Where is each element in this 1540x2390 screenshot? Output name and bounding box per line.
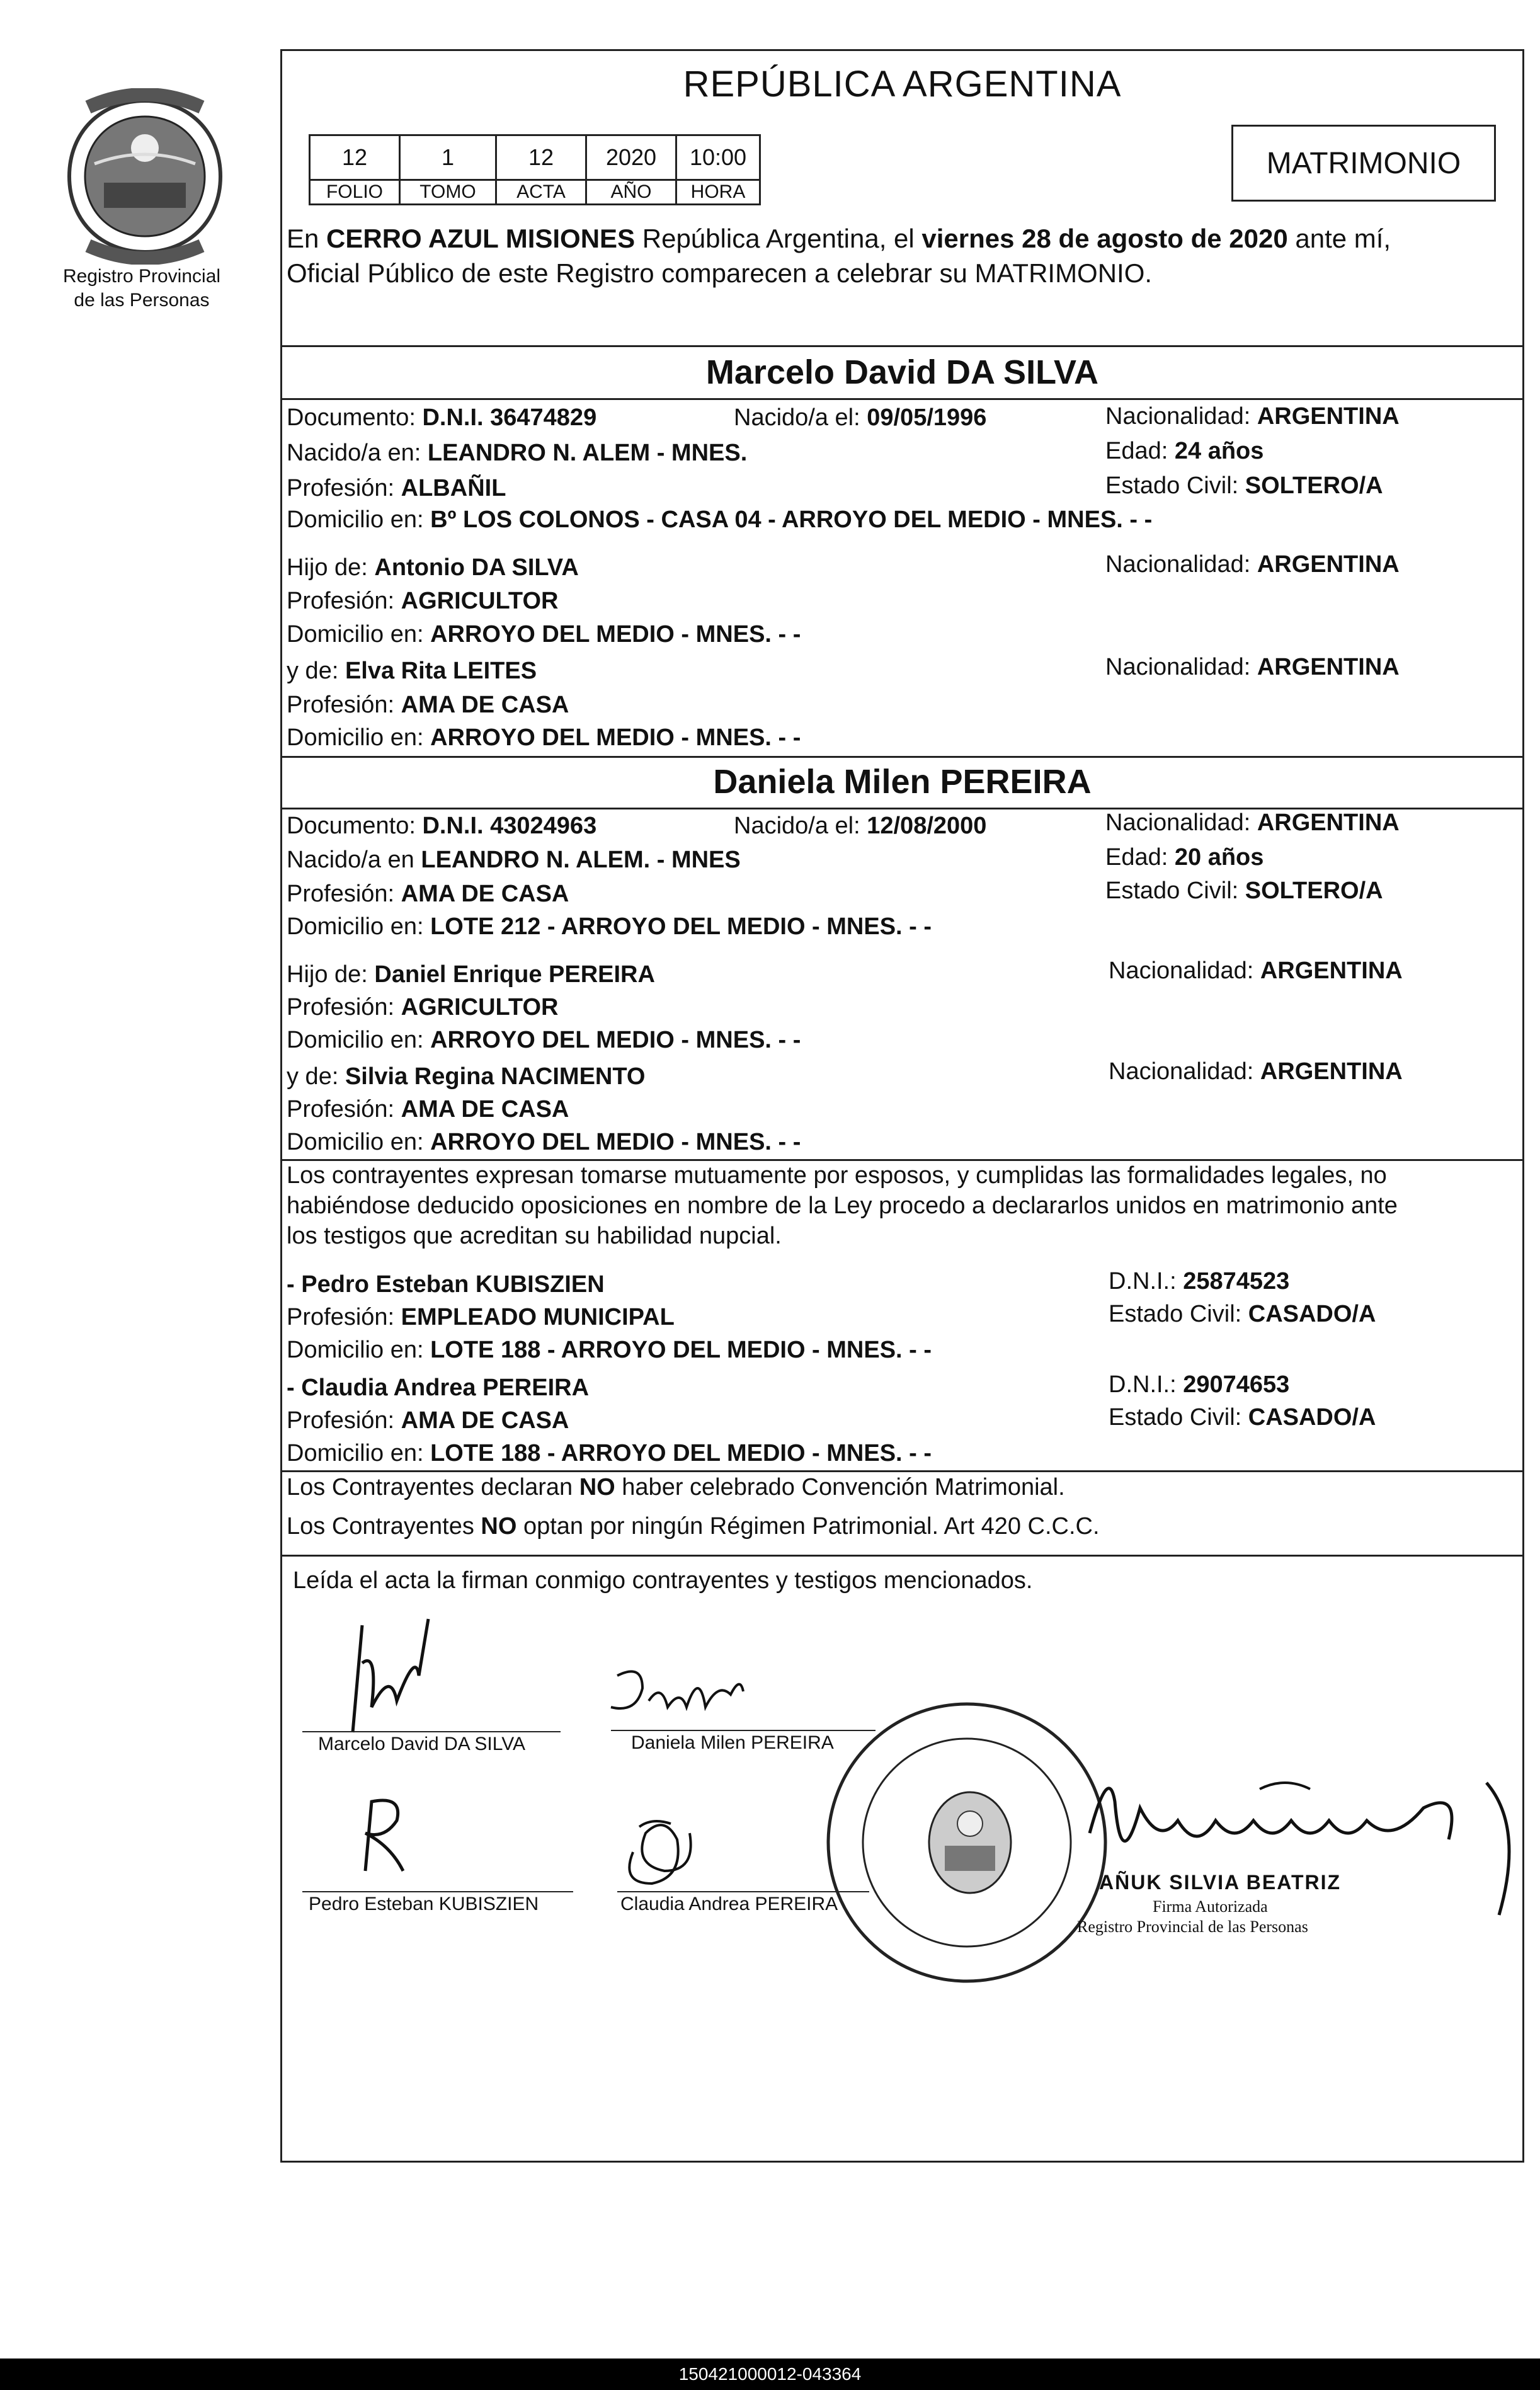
spouse1-nationality: Nacionalidad: ARGENTINA	[1105, 403, 1400, 430]
signature-official-icon	[1071, 1751, 1524, 1940]
divider	[280, 756, 1524, 758]
spouse2-civil-status: Estado Civil: SOLTERO/A	[1105, 878, 1383, 904]
signature-line	[302, 1731, 561, 1732]
signature-label-4: Claudia Andrea PEREIRA	[620, 1894, 838, 1914]
spouse1-father-address: Domicilio en: ARROYO DEL MEDIO - MNES. - -	[287, 621, 801, 648]
spouse2-mother-address: Domicilio en: ARROYO DEL MEDIO - MNES. - -	[287, 1129, 801, 1155]
province-logo	[50, 88, 239, 265]
signature-label-2: Daniela Milen PEREIRA	[631, 1732, 834, 1753]
spouse2-mother-profession: Profesión: AMA DE CASA	[287, 1096, 569, 1123]
official-registry: Registro Provincial de las Personas	[1077, 1918, 1308, 1936]
spouse2-name: Daniela Milen PEREIRA	[713, 763, 1092, 801]
divider	[280, 1159, 1524, 1161]
intro-line-1: En CERRO AZUL MISIONES República Argentina, el viernes 28 de agosto de 2020 ante mí,	[287, 224, 1391, 253]
spouse2-father-profession: Profesión: AGRICULTOR	[287, 994, 559, 1021]
official-title: Firma Autorizada	[1153, 1897, 1268, 1916]
divider	[280, 398, 1524, 400]
spouse2-father-nationality: Nacionalidad: ARGENTINA	[1109, 958, 1403, 984]
signature-label-1: Marcelo David DA SILVA	[318, 1734, 526, 1754]
hour-label: HORA	[676, 180, 760, 205]
declaration-line-3: los testigos que acreditan su habilidad nupcial.	[287, 1223, 782, 1249]
divider	[280, 345, 1524, 347]
convention-line-1: Los Contrayentes declaran NO haber celebrado Convención Matrimonial.	[287, 1474, 1065, 1501]
document-barcode-number: 150421000012-043364	[0, 2359, 1540, 2390]
record-header-table	[309, 134, 761, 205]
hour-value: 10:00	[676, 135, 760, 180]
spouse2-address: Domicilio en: LOTE 212 - ARROYO DEL MEDIO - MNES. - -	[287, 913, 932, 940]
signature-witness2-icon	[614, 1814, 715, 1902]
spouse1-mother-address: Domicilio en: ARROYO DEL MEDIO - MNES. - -	[287, 724, 801, 751]
witness1-name: - Pedro Esteban KUBISZIEN	[287, 1271, 605, 1298]
divider	[280, 1470, 1524, 1472]
document-title: REPÚBLICA ARGENTINA	[683, 64, 1122, 105]
witness1-dni: D.N.I.: 25874523	[1109, 1268, 1290, 1295]
record-type-box: MATRIMONIO	[1231, 125, 1496, 202]
misiones-seal-icon	[50, 88, 239, 265]
spouse1-mother-nationality: Nacionalidad: ARGENTINA	[1105, 654, 1400, 680]
caption-line-2: de las Personas	[74, 290, 210, 311]
spouse1-father-profession: Profesión: AGRICULTOR	[287, 588, 559, 614]
witness1-address: Domicilio en: LOTE 188 - ARROYO DEL MEDIO - MNES. - -	[287, 1337, 932, 1363]
year-label: AÑO	[586, 180, 676, 205]
spouse2-nationality: Nacionalidad: ARGENTINA	[1105, 809, 1400, 836]
witness2-name: - Claudia Andrea PEREIRA	[287, 1375, 590, 1401]
spouse1-profession: Profesión: ALBAÑIL	[287, 475, 506, 501]
spouse2-mother-nationality: Nacionalidad: ARGENTINA	[1109, 1058, 1403, 1085]
declaration-line-2: habiéndose deducido oposiciones en nombre de la Ley procedo a declararlos unidos en matrimonio ante	[287, 1192, 1398, 1219]
spouse2-father: Hijo de: Daniel Enrique PEREIRA	[287, 961, 655, 988]
spouse1-age: Edad: 24 años	[1105, 438, 1264, 464]
spouse1-father-nationality: Nacionalidad: ARGENTINA	[1105, 551, 1400, 578]
witness1-civil-status: Estado Civil: CASADO/A	[1109, 1301, 1376, 1327]
folio-label: FOLIO	[310, 180, 400, 205]
year-value: 2020	[586, 135, 676, 180]
official-name: AÑUK SILVIA BEATRIZ	[1099, 1871, 1342, 1894]
spouse1-father: Hijo de: Antonio DA SILVA	[287, 554, 579, 581]
signature-spouse1-icon	[302, 1613, 466, 1739]
witness2-dni: D.N.I.: 29074653	[1109, 1371, 1290, 1398]
witness2-profession: Profesión: AMA DE CASA	[287, 1407, 569, 1434]
spouse1-birthplace: Nacido/a en: LEANDRO N. ALEM - MNES.	[287, 440, 748, 466]
spouse2-birthplace: Nacido/a en LEANDRO N. ALEM. - MNES	[287, 847, 741, 873]
logo-caption	[38, 265, 246, 312]
witness2-civil-status: Estado Civil: CASADO/A	[1109, 1404, 1376, 1431]
tomo-value: 1	[400, 135, 496, 180]
spouse1-birthdate: Nacido/a el: 09/05/1996	[734, 404, 987, 431]
spouse1-name: Marcelo David DA SILVA	[705, 353, 1099, 391]
signature-line	[302, 1891, 573, 1892]
caption-line-1: Registro Provincial	[62, 266, 221, 287]
spouse2-age: Edad: 20 años	[1105, 844, 1264, 871]
signature-label-3: Pedro Esteban KUBISZIEN	[309, 1894, 539, 1914]
witness2-address: Domicilio en: LOTE 188 - ARROYO DEL MEDIO - MNES. - -	[287, 1440, 932, 1467]
spouse2-profession: Profesión: AMA DE CASA	[287, 881, 569, 907]
spouse1-mother-profession: Profesión: AMA DE CASA	[287, 692, 569, 718]
declaration-line-1: Los contrayentes expresan tomarse mutuamente por esposos, y cumplidas las formalidades legales, no	[287, 1162, 1387, 1189]
spouse2-document: Documento: D.N.I. 43024963	[287, 813, 597, 839]
folio-value: 12	[310, 135, 400, 180]
tomo-label: TOMO	[400, 180, 496, 205]
witness1-profession: Profesión: EMPLEADO MUNICIPAL	[287, 1304, 675, 1330]
signature-spouse2-icon	[605, 1663, 768, 1732]
acta-value: 12	[496, 135, 586, 180]
signature-witness1-icon	[353, 1789, 416, 1877]
spouse2-birthdate: Nacido/a el: 12/08/2000	[734, 813, 987, 839]
acta-label: ACTA	[496, 180, 586, 205]
closing-text: Leída el acta la firman conmigo contrayentes y testigos mencionados.	[293, 1567, 1033, 1594]
intro-line-2: Oficial Público de este Registro comparecen a celebrar su MATRIMONIO.	[287, 258, 1153, 288]
spouse1-civil-status: Estado Civil: SOLTERO/A	[1105, 472, 1383, 499]
spouse1-mother: y de: Elva Rita LEITES	[287, 658, 537, 684]
divider	[280, 1555, 1524, 1557]
spouse2-father-address: Domicilio en: ARROYO DEL MEDIO - MNES. - -	[287, 1027, 801, 1053]
spouse1-address: Domicilio en: Bº LOS COLONOS - CASA 04 - ARROYO DEL MEDIO - MNES. - -	[287, 506, 1153, 533]
convention-line-2: Los Contrayentes NO optan por ningún Régimen Patrimonial. Art 420 C.C.C.	[287, 1513, 1100, 1540]
spouse2-mother: y de: Silvia Regina NACIMENTO	[287, 1063, 646, 1090]
spouse1-document: Documento: D.N.I. 36474829	[287, 404, 597, 431]
